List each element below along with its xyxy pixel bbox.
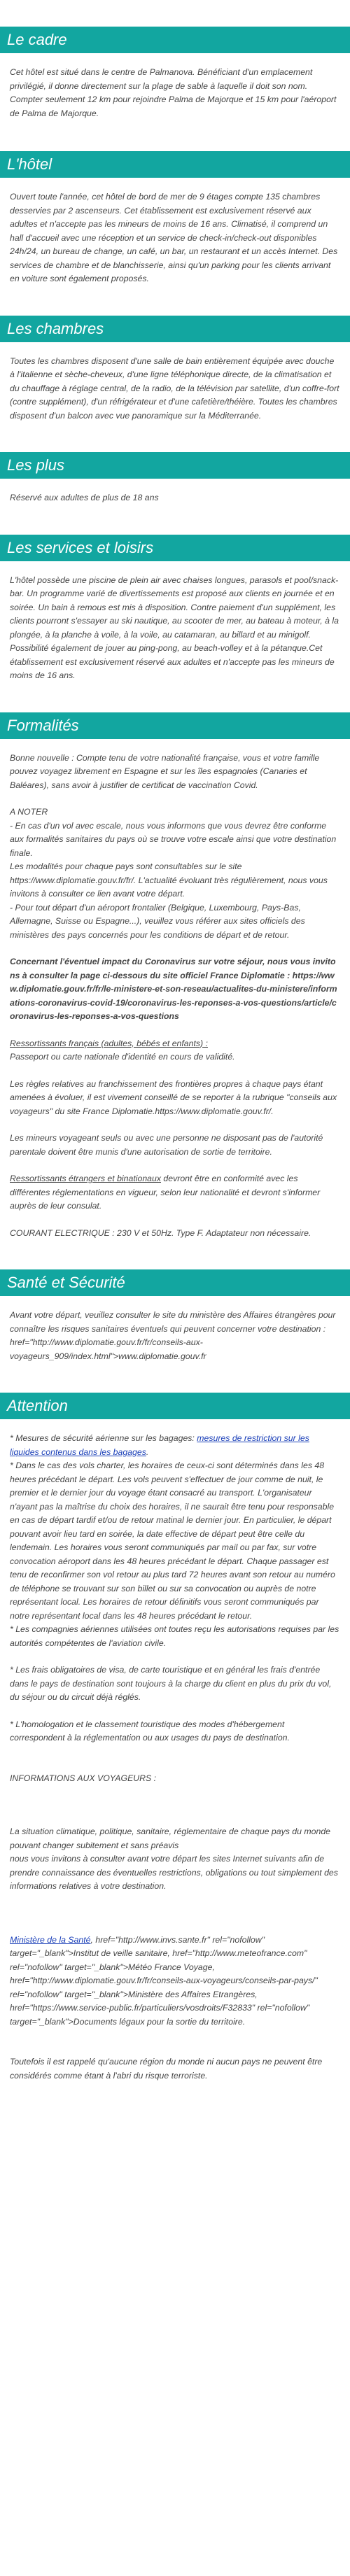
info-heading: INFORMATIONS AUX VOYAGEURS : bbox=[10, 1773, 157, 1783]
section-hotel bbox=[0, 190, 350, 286]
section-plus bbox=[0, 491, 350, 505]
chambres-text: Toutes les chambres disposent d'une salle de bain entièrement équipée avec douche à l'italienne et sèche-cheveux, d'une ligne téléphonique directe, de la climatisation et du chauffage à réglage central, de la radio, de la télévision par satellite, d'un coffre-fort (contre supplément), d'un réfrigérateur et d'une cafetière/théière. Toutes les chambres disposent d'un balcon avec vue panoramique sur la Méditerranée. bbox=[10, 356, 340, 421]
section-title-attention: Attention bbox=[0, 1393, 350, 1419]
section-attention bbox=[0, 1432, 350, 2083]
anoter-heading: A NOTER bbox=[10, 807, 48, 817]
homologation-text: * L'homologation et le classement touristique des modes d'hébergement correspondent à la réglementation ou aux usages du pays de destination. bbox=[10, 1719, 290, 1743]
section-title-hotel: L'hôtel bbox=[0, 151, 350, 178]
mesures-prefix: * Mesures de sécurité aérienne sur les bagages: bbox=[10, 1433, 197, 1443]
ministere-link[interactable]: Ministère de la Santé bbox=[10, 1934, 91, 1945]
section-services bbox=[0, 574, 350, 683]
section-title-cadre: Le cadre bbox=[0, 27, 350, 53]
formalites-intro: Bonne nouvelle : Compte tenu de votre nationalité française, vous et votre famille pouvez voyagez librement en Espagne et sur les îles espagnoles (Canaries et Baléares), sans avoir à justifier de certificat de vaccination Covid. bbox=[10, 752, 320, 790]
mesures-link[interactable]: mesures de restriction sur les liquides contenus dans les bagages bbox=[10, 1433, 309, 1457]
ministere-paragraph bbox=[10, 1934, 340, 2029]
section-title-formalites: Formalités bbox=[0, 712, 350, 739]
plus-text: Réservé aux adultes de plus de 18 ans bbox=[10, 493, 159, 502]
section-title-sante: Santé et Sécurité bbox=[0, 1269, 350, 1296]
etrangers-paragraph bbox=[10, 1172, 340, 1213]
ministere-rest: , href="http://www.invs.sante.fr" rel="nofollow" target="_blank">Institut de veille sanitaire, href="http://www.meteofrance.com" rel="nofollow" target="_blank">Météo France Voyage, href="http://www.diplomatie.gouv.fr/fr/conseils-aux-voyageurs/conseils-par-pays/" rel="nofollow" target="_blank">Ministère des Affaires Etrangères, href="https://www.service-public.fr/particuliers/vosdroits/F32833" rel="nofollow" target="_blank">Documents légaux pour la sortie du territoire. bbox=[10, 1934, 318, 2027]
mineurs-text: Les mineurs voyageant seuls ou avec une personne ne disposant pas de l'autorité parentale doivent être munis d'une autorisation de sortie de territoire. bbox=[10, 1133, 323, 1157]
final-text: Toutefois il est rappelé qu'aucune région du monde ni aucun pays ne peuvent être considérés comme étant à l'abri du risque terroriste. bbox=[10, 2057, 323, 2081]
section-title-chambres: Les chambres bbox=[0, 316, 350, 342]
etrangers-text: devront être en conformité avec les différentes réglementations en vigueur, selon leur nationalité et devront s'informer auprès de leur consulat. bbox=[10, 1174, 321, 1211]
courant-text: COURANT ELECTRIQUE : 230 V et 50Hz. Type F. Adaptateur non nécessaire. bbox=[10, 1227, 312, 1238]
situation-text: La situation climatique, politique, sanitaire, réglementaire de chaque pays du monde pouvant changer subitement et sans préavis nous vous invitons à consulter avant votre départ les sites Internet suivants afin de prendre connaissance des éventuelles restrictions, obligations ou tout simplement des informations relatives à votre destination. bbox=[10, 1827, 338, 1891]
coronavirus-notice: Concernant l'éventuel impact du Coronavirus sur votre séjour, nous vous invitons à consulter la page ci-dessous du site officiel France Diplomatie : https://www.diplomatie.gouv.fr/fr/le-ministere-et-son-reseau/actualites-du-ministere/informations-coronavirus-covid-19/coronavirus-les-reponses-a-vos-questions/article/coronavirus-les-reponses-a-vos-questions bbox=[10, 957, 337, 1021]
section-sante bbox=[0, 1309, 350, 1363]
regles-text: Les règles relatives au franchissement des frontières propres à chaque pays étant amenées à évoluer, il est vivement conseillé de se reporter à la rubrique "conseils aux voyageurs" du site France Diplomatie.https://www.diplomatie.gouv.fr/. bbox=[10, 1078, 337, 1116]
mesures-paragraph bbox=[10, 1432, 340, 1459]
services-text: L'hôtel possède une piscine de plein air avec chaises longues, parasols et pool/snack-bar. Un programme varié de divertissements est proposé aux clients en journée et en soirée. Un bain à remous est mis à disposition. Contre paiement d'un supplément, les clients pourront s'essayer au ski nautique, au scooter de mer, au bateau à moteur, à la plongée, à la planche à voile, à la voile, au catamaran, au billard et au minigolf. Possibilité également de jouer au ping-pong, au beach-volley et à la pétanque.Cet établissement est exclusivement réservé aux adultes et n'accepte pas les mineurs de moins de 16 ans. bbox=[10, 575, 339, 680]
horaires-text: * Dans le cas des vols charter, les horaires de ceux-ci sont déterminés dans les 48 heures précédant le départ. Les vols peuvent s'effectuer de jour comme de nuit, le premier et le dernier jour du voyage étant consacré au transport. L'organisateur n'ayant pas la maîtrise du choix des horaires, il ne saurait être tenu pour responsable en cas de départ tardif et/ou de retour matinal le dernier jour. En particulier, le départ pouvant avoir lieu tard en soirée, la date effective de départ peut être celle du lendemain. Les horaires vous seront communiqués par mail ou par fax, sur votre convocation aéroport dans les 48 heures précédant le départ. Chaque passager est tenu de reconfirmer son vol retour au plus tard 72 heures avant son retour au numéro de téléphone se trouvant sur son billet ou sur sa convocation ou auprès de notre représentant local. Les horaires de retour définitifs vous seront communiqués par notre représentant local dans les 48 heures précédant le retour. * Les compagnies aériennes utilisées ont toutes reçu les autorisations requises par les autorités compétentes de l'aviation civile. bbox=[10, 1461, 340, 1648]
etrangers-label: Ressortissants étrangers et binationaux bbox=[10, 1174, 161, 1183]
ressortissants-fr-text: Passeport ou carte nationale d'identité en cours de validité. bbox=[10, 1052, 235, 1062]
frais-text: * Les frais obligatoires de visa, de carte touristique et en général les frais d'entrée dans le pays de destination sont toujours à la charge du client en plus du prix du vol, du séjour ou du circuit déjà réglés. bbox=[10, 1665, 332, 1702]
hotel-text: Ouvert toute l'année, cet hôtel de bord de mer de 9 étages compte 135 chambres desservies par 2 ascenseurs. Cet établissement est exclusivement réservé aux adultes et n'accepte pas les mineurs de moins de 16 ans. Climatisé, il comprend un hall d'accueil avec une réception et un service de check-in/check-out disponibles 24h/24, un bureau de change, un café, un bar, un restaurant et un accès Internet. Des services de chambre et de blanchisserie, ainsi qu'un parking pour les clients arrivant en voiture sont également proposés. bbox=[10, 192, 338, 283]
section-chambres bbox=[0, 355, 350, 423]
ressortissants-fr-label: Ressortissants français (adultes, bébés et enfants) : bbox=[10, 1038, 208, 1048]
section-title-services: Les services et loisirs bbox=[0, 535, 350, 561]
mesures-suffix: . bbox=[146, 1447, 149, 1457]
anoter-text: - En cas d'un vol avec escale, nous vous informons que vous devrez être conforme aux formalités sanitaires du pays où se trouve votre escale ainsi que votre destination finale. Les modalités pour chaque pays sont consultables sur le site https://www.diplomatie.gouv.fr/fr/. L'actualité évoluant très régulièrement, nous vous invitons à consulter ce lien avant votre départ. - Pour tout départ d'un aéroport frontalier (Belgique, Luxembourg, Pays-Bas, Allemagne, Suisse ou Espagne...), veuillez vous référer aux sites officiels des ministères des pays concernés pour les conditions de départ et de retour. bbox=[10, 820, 337, 940]
cadre-text: Cet hôtel est situé dans le centre de Palmanova. Bénéficiant d'un emplacement privilégié, il donne directement sur la plage de sable à laquelle il doit son nom. Compter seulement 12 km pour rejoindre Palma de Majorque et 15 km pour l'aéroport de Palma de Majorque. bbox=[10, 67, 337, 118]
sante-text: Avant votre départ, veuillez consulter le site du ministère des Affaires étrangères pour connaître les risques sanitaires éventuels qui peuvent concerner votre destination : href="http://www.diplomatie.gouv.fr/fr/conseils-aux-voyageurs_909/index.html">www.diplomatie.gouv.fr bbox=[10, 1310, 336, 1361]
section-cadre bbox=[0, 66, 350, 120]
section-formalites bbox=[0, 752, 350, 1241]
section-title-plus: Les plus bbox=[0, 452, 350, 479]
